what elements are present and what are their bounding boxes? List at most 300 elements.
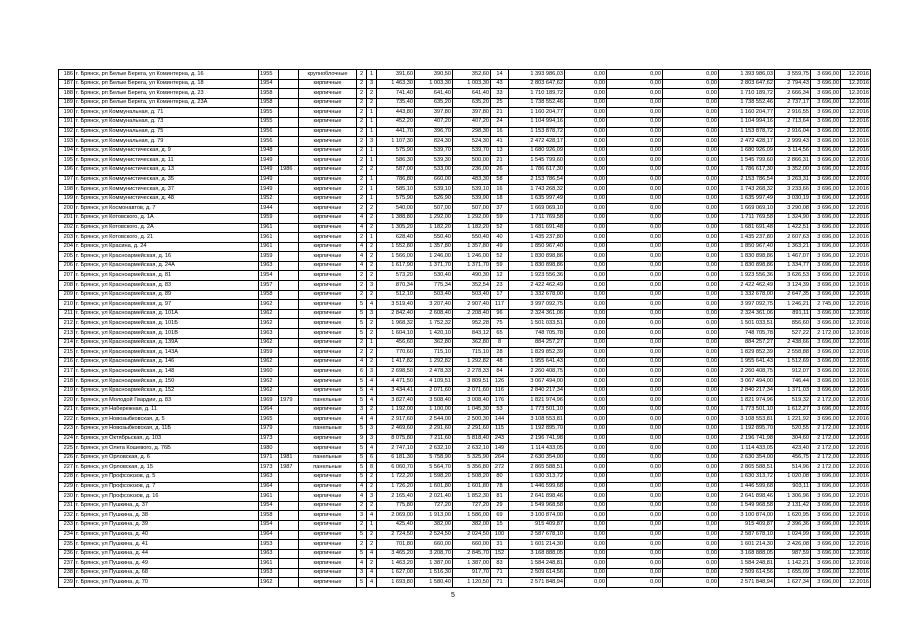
row-number-cell: 222 bbox=[59, 415, 75, 425]
year-built-cell: 1959 bbox=[259, 213, 279, 223]
residents-cell: 33 bbox=[491, 89, 509, 99]
federal-funds-cell: 0,00 bbox=[565, 540, 607, 550]
row-number-cell: 234 bbox=[59, 530, 75, 540]
completion-date-cell: 12.2016 bbox=[841, 482, 871, 492]
municipal-funds-cell: 0,00 bbox=[663, 482, 719, 492]
residents-cell: 23 bbox=[491, 281, 509, 291]
row-number-cell: 201 bbox=[59, 213, 75, 223]
municipal-funds-cell: 0,00 bbox=[663, 117, 719, 127]
table-row bbox=[59, 444, 871, 454]
max-cost-per-sqm-cell: 3 696,00 bbox=[811, 70, 841, 80]
address-cell: г. Брянск, ул Красноармейская, д. 148 bbox=[75, 367, 259, 377]
max-cost-per-sqm-cell: 3 696,00 bbox=[811, 501, 841, 511]
cost-per-sqm-cell: 3 290,08 bbox=[775, 204, 811, 214]
year-reconstructed-cell: 1987 bbox=[279, 463, 299, 473]
living-area-cell: 1 246,00 bbox=[415, 252, 453, 262]
residential-area-cell: 362,80 bbox=[453, 338, 491, 348]
row-number-cell: 226 bbox=[59, 453, 75, 463]
total-area-cell: 1 627,00 bbox=[377, 568, 415, 578]
regional-funds-cell: 0,00 bbox=[607, 386, 663, 396]
row-number-cell: 223 bbox=[59, 424, 75, 434]
municipal-funds-cell: 0,00 bbox=[663, 204, 719, 214]
address-cell: г. Брянск, ул Красноармейская, д. 16 bbox=[75, 252, 259, 262]
row-number-cell: 195 bbox=[59, 156, 75, 166]
regional-funds-cell: 0,00 bbox=[607, 415, 663, 425]
living-area-cell: 1 292,00 bbox=[415, 213, 453, 223]
row-number-cell: 188 bbox=[59, 89, 75, 99]
year-built-cell: 1954 bbox=[259, 501, 279, 511]
cost-per-sqm-cell: 1 324,90 bbox=[775, 213, 811, 223]
regional-funds-cell: 0,00 bbox=[607, 309, 663, 319]
federal-funds-cell: 0,00 bbox=[565, 271, 607, 281]
address-cell: г. Брянск, ул Красноармейская, д. 150 bbox=[75, 377, 259, 387]
owner-funds-cell: 1 829 852,39 bbox=[719, 348, 775, 358]
row-number-cell: 216 bbox=[59, 357, 75, 367]
wall-material-cell: кирпичные bbox=[299, 175, 357, 185]
regional-funds-cell: 0,00 bbox=[607, 540, 663, 550]
federal-funds-cell: 0,00 bbox=[565, 549, 607, 559]
address-cell: г. Брянск, ул Красноармейская, д. 97 bbox=[75, 300, 259, 310]
residential-area-cell: 952,28 bbox=[453, 319, 491, 329]
residential-area-cell: 1 182,20 bbox=[453, 223, 491, 233]
row-number-cell: 205 bbox=[59, 252, 75, 262]
address-cell: г. Брянск, рп Белые Берега, ул Коминтерна, д. 16 bbox=[75, 70, 259, 80]
floors-cell: 2 bbox=[357, 348, 367, 358]
municipal-funds-cell: 0,00 bbox=[663, 175, 719, 185]
wall-material-cell: кирпичные bbox=[299, 290, 357, 300]
entrances-cell: 4 bbox=[367, 386, 377, 396]
table-row bbox=[59, 165, 871, 175]
cost-per-sqm-cell: 2 916,04 bbox=[775, 127, 811, 137]
municipal-funds-cell: 0,00 bbox=[663, 271, 719, 281]
table-row bbox=[59, 568, 871, 578]
owner-funds-cell: 2 840 217,34 bbox=[719, 386, 775, 396]
total-cost-cell: 3 067 494,00 bbox=[509, 377, 565, 387]
cost-per-sqm-cell: 514,96 bbox=[775, 463, 811, 473]
total-area-cell: 540,00 bbox=[377, 204, 415, 214]
table-row bbox=[59, 271, 871, 281]
cost-per-sqm-cell: 1 334,77 bbox=[775, 261, 811, 271]
total-cost-cell: 1 710 189,72 bbox=[509, 89, 565, 99]
max-cost-per-sqm-cell: 3 696,00 bbox=[811, 348, 841, 358]
municipal-funds-cell: 0,00 bbox=[663, 396, 719, 406]
year-reconstructed-cell bbox=[279, 194, 299, 204]
residents-cell: 83 bbox=[491, 559, 509, 569]
address-cell: г. Брянск, ул Красноармейская, д. 143А bbox=[75, 348, 259, 358]
wall-material-cell: кирпичные bbox=[299, 492, 357, 502]
entrances-cell: 2 bbox=[367, 530, 377, 540]
residential-area-cell: 2 907,40 bbox=[453, 300, 491, 310]
year-built-cell: 1964 bbox=[259, 405, 279, 415]
max-cost-per-sqm-cell: 3 696,00 bbox=[811, 281, 841, 291]
year-reconstructed-cell bbox=[279, 367, 299, 377]
completion-date-cell: 12.2016 bbox=[841, 98, 871, 108]
municipal-funds-cell: 0,00 bbox=[663, 281, 719, 291]
owner-funds-cell: 884 257,27 bbox=[719, 338, 775, 348]
residents-cell: 80 bbox=[491, 472, 509, 482]
living-area-cell: 533,00 bbox=[415, 165, 453, 175]
cost-per-sqm-cell: 1 221,92 bbox=[775, 415, 811, 425]
cost-per-sqm-cell: 3 124,39 bbox=[775, 281, 811, 291]
cost-per-sqm-cell: 856,60 bbox=[775, 319, 811, 329]
regional-funds-cell: 0,00 bbox=[607, 223, 663, 233]
total-cost-cell: 1 738 552,46 bbox=[509, 98, 565, 108]
year-built-cell: 1961 bbox=[259, 559, 279, 569]
row-number-cell: 204 bbox=[59, 242, 75, 252]
address-cell: г. Брянск, ул Коммунальная, д. 75 bbox=[75, 127, 259, 137]
entrances-cell: 3 bbox=[367, 367, 377, 377]
living-area-cell: 1 292,82 bbox=[415, 357, 453, 367]
max-cost-per-sqm-cell: 3 696,00 bbox=[811, 357, 841, 367]
wall-material-cell: кирпичные bbox=[299, 319, 357, 329]
owner-funds-cell: 3 997 092,75 bbox=[719, 300, 775, 310]
total-area-cell: 2 069,00 bbox=[377, 511, 415, 521]
address-cell: г. Брянск, ул Красноармейская, д. 139А bbox=[75, 338, 259, 348]
completion-date-cell: 12.2016 bbox=[841, 415, 871, 425]
table-row bbox=[59, 223, 871, 233]
municipal-funds-cell: 0,00 bbox=[663, 367, 719, 377]
completion-date-cell: 12.2016 bbox=[841, 424, 871, 434]
year-reconstructed-cell bbox=[279, 281, 299, 291]
wall-material-cell: кирпичные bbox=[299, 204, 357, 214]
table-row bbox=[59, 194, 871, 204]
wall-material-cell: кирпичные bbox=[299, 309, 357, 319]
cost-per-sqm-cell: 3 233,66 bbox=[775, 185, 811, 195]
table-row bbox=[59, 357, 871, 367]
living-area-cell: 2 071,60 bbox=[415, 386, 453, 396]
total-cost-cell: 1 393 986,03 bbox=[509, 70, 565, 80]
row-number-cell: 215 bbox=[59, 348, 75, 358]
row-number-cell: 186 bbox=[59, 70, 75, 80]
living-area-cell: 382,00 bbox=[415, 520, 453, 530]
entrances-cell: 2 bbox=[367, 261, 377, 271]
max-cost-per-sqm-cell: 3 696,00 bbox=[811, 568, 841, 578]
wall-material-cell: кирпичные bbox=[299, 357, 357, 367]
entrances-cell: 2 bbox=[367, 213, 377, 223]
year-built-cell: 1959 bbox=[259, 252, 279, 262]
residents-cell: 58 bbox=[491, 175, 509, 185]
total-cost-cell: 2 153 786,54 bbox=[509, 175, 565, 185]
cost-per-sqm-cell: 3 626,53 bbox=[775, 271, 811, 281]
completion-date-cell: 12.2016 bbox=[841, 434, 871, 444]
year-built-cell: 1962 bbox=[259, 578, 279, 588]
floors-cell: 2 bbox=[357, 204, 367, 214]
completion-date-cell: 12.2016 bbox=[841, 386, 871, 396]
table-row bbox=[59, 415, 871, 425]
total-cost-cell: 1 923 556,36 bbox=[509, 271, 565, 281]
total-cost-cell: 1 332 678,00 bbox=[509, 290, 565, 300]
total-area-cell: 3 465,20 bbox=[377, 549, 415, 559]
max-cost-per-sqm-cell: 2 745,00 bbox=[811, 300, 841, 310]
regional-funds-cell: 0,00 bbox=[607, 501, 663, 511]
living-area-cell: 3 208,70 bbox=[415, 549, 453, 559]
year-reconstructed-cell bbox=[279, 242, 299, 252]
address-cell: г. Брянск, ул Коммунальная, д. 73 bbox=[75, 117, 259, 127]
wall-material-cell: панельные bbox=[299, 396, 357, 406]
row-number-cell: 231 bbox=[59, 501, 75, 511]
year-built-cell: 1962 bbox=[259, 386, 279, 396]
year-built-cell: 1955 bbox=[259, 117, 279, 127]
total-area-cell: 3 519,40 bbox=[377, 300, 415, 310]
address-cell: г. Брянск, ул Котовского, д. 1А bbox=[75, 213, 259, 223]
year-reconstructed-cell bbox=[279, 204, 299, 214]
max-cost-per-sqm-cell: 3 696,00 bbox=[811, 261, 841, 271]
owner-funds-cell: 3 100 874,00 bbox=[719, 511, 775, 521]
table-row bbox=[59, 233, 871, 243]
federal-funds-cell: 0,00 bbox=[565, 175, 607, 185]
residential-area-cell: 5 325,90 bbox=[453, 453, 491, 463]
municipal-funds-cell: 0,00 bbox=[663, 357, 719, 367]
total-area-cell: 586,30 bbox=[377, 156, 415, 166]
regional-funds-cell: 0,00 bbox=[607, 127, 663, 137]
residents-cell: 116 bbox=[491, 386, 509, 396]
completion-date-cell: 12.2016 bbox=[841, 348, 871, 358]
table-row bbox=[59, 434, 871, 444]
entrances-cell: 4 bbox=[367, 300, 377, 310]
total-area-cell: 425,40 bbox=[377, 520, 415, 530]
table-row bbox=[59, 520, 871, 530]
year-built-cell: 1973 bbox=[259, 434, 279, 444]
total-area-cell: 3 827,40 bbox=[377, 396, 415, 406]
year-reconstructed-cell bbox=[279, 271, 299, 281]
residents-cell: 126 bbox=[491, 377, 509, 387]
year-built-cell: 1953 bbox=[259, 568, 279, 578]
entrances-cell: 1 bbox=[367, 233, 377, 243]
address-cell: г. Брянск, ул Красноармейская, д. 152 bbox=[75, 386, 259, 396]
federal-funds-cell: 0,00 bbox=[565, 319, 607, 329]
wall-material-cell: кирпичные bbox=[299, 386, 357, 396]
owner-funds-cell: 2 153 786,54 bbox=[719, 175, 775, 185]
residential-area-cell: 352,54 bbox=[453, 281, 491, 291]
total-area-cell: 456,60 bbox=[377, 338, 415, 348]
row-number-cell: 237 bbox=[59, 559, 75, 569]
completion-date-cell: 12.2016 bbox=[841, 175, 871, 185]
table-row bbox=[59, 453, 871, 463]
owner-funds-cell: 1 681 691,48 bbox=[719, 223, 775, 233]
total-area-cell: 1 107,30 bbox=[377, 137, 415, 147]
residents-cell: 18 bbox=[491, 194, 509, 204]
wall-material-cell: кирпичные bbox=[299, 559, 357, 569]
total-area-cell: 735,40 bbox=[377, 98, 415, 108]
wall-material-cell: кирпичные bbox=[299, 520, 357, 530]
total-cost-cell: 1 680 926,09 bbox=[509, 146, 565, 156]
table-row bbox=[59, 377, 871, 387]
year-reconstructed-cell bbox=[279, 578, 299, 588]
year-reconstructed-cell bbox=[279, 290, 299, 300]
year-reconstructed-cell bbox=[279, 213, 299, 223]
max-cost-per-sqm-cell: 3 696,00 bbox=[811, 540, 841, 550]
regional-funds-cell: 0,00 bbox=[607, 453, 663, 463]
residents-cell: 21 bbox=[491, 156, 509, 166]
regional-funds-cell: 0,00 bbox=[607, 434, 663, 444]
entrances-cell: 2 bbox=[367, 501, 377, 511]
owner-funds-cell: 1 446 599,68 bbox=[719, 482, 775, 492]
cost-per-sqm-cell: 1 246,21 bbox=[775, 300, 811, 310]
floors-cell: 5 bbox=[357, 453, 367, 463]
owner-funds-cell: 1 630 313,72 bbox=[719, 472, 775, 482]
federal-funds-cell: 0,00 bbox=[565, 338, 607, 348]
row-number-cell: 217 bbox=[59, 367, 75, 377]
address-cell: г. Брянск, ул Новозыбковская, д. 5 bbox=[75, 415, 259, 425]
year-built-cell: 1964 bbox=[259, 482, 279, 492]
floors-cell: 6 bbox=[357, 367, 367, 377]
year-built-cell: 1954 bbox=[259, 520, 279, 530]
completion-date-cell: 12.2016 bbox=[841, 156, 871, 166]
wall-material-cell: кирпичные bbox=[299, 530, 357, 540]
entrances-cell: 2 bbox=[367, 204, 377, 214]
table-row bbox=[59, 424, 871, 434]
year-reconstructed-cell: 1986 bbox=[279, 165, 299, 175]
address-cell: г. Брянск, ул Орловская, д. 6 bbox=[75, 453, 259, 463]
floors-cell: 4 bbox=[357, 261, 367, 271]
owner-funds-cell: 1 743 268,32 bbox=[719, 185, 775, 195]
floors-cell: 5 bbox=[357, 424, 367, 434]
entrances-cell: 2 bbox=[367, 252, 377, 262]
entrances-cell: 1 bbox=[367, 194, 377, 204]
max-cost-per-sqm-cell: 3 696,00 bbox=[811, 405, 841, 415]
row-number-cell: 199 bbox=[59, 194, 75, 204]
federal-funds-cell: 0,00 bbox=[565, 281, 607, 291]
completion-date-cell: 12.2016 bbox=[841, 530, 871, 540]
residents-cell: 59 bbox=[491, 213, 509, 223]
total-area-cell: 6 181,30 bbox=[377, 453, 415, 463]
total-cost-cell: 1 114 433,05 bbox=[509, 444, 565, 454]
residential-area-cell: 917,70 bbox=[453, 568, 491, 578]
year-built-cell: 1965 bbox=[259, 415, 279, 425]
max-cost-per-sqm-cell: 3 696,00 bbox=[811, 319, 841, 329]
floors-cell: 2 bbox=[357, 540, 367, 550]
wall-material-cell: кирпичные bbox=[299, 271, 357, 281]
owner-funds-cell: 2 587 678,10 bbox=[719, 530, 775, 540]
floors-cell: 5 bbox=[357, 386, 367, 396]
row-number-cell: 218 bbox=[59, 377, 75, 387]
entrances-cell: 8 bbox=[367, 463, 377, 473]
municipal-funds-cell: 0,00 bbox=[663, 290, 719, 300]
living-area-cell: 1 003,30 bbox=[415, 79, 453, 89]
address-cell: г. Брянск, ул Красноармейская, д. 24А bbox=[75, 261, 259, 271]
total-area-cell: 1 463,30 bbox=[377, 79, 415, 89]
owner-funds-cell: 1 545 799,60 bbox=[719, 156, 775, 166]
residential-area-cell: 507,00 bbox=[453, 204, 491, 214]
total-area-cell: 2 469,60 bbox=[377, 424, 415, 434]
residential-area-cell: 1 246,00 bbox=[453, 252, 491, 262]
entrances-cell: 3 bbox=[367, 492, 377, 502]
municipal-funds-cell: 0,00 bbox=[663, 511, 719, 521]
total-area-cell: 575,90 bbox=[377, 194, 415, 204]
regional-funds-cell: 0,00 bbox=[607, 146, 663, 156]
year-reconstructed-cell bbox=[279, 415, 299, 425]
year-reconstructed-cell bbox=[279, 108, 299, 118]
federal-funds-cell: 0,00 bbox=[565, 233, 607, 243]
year-built-cell: 1944 bbox=[259, 204, 279, 214]
max-cost-per-sqm-cell: 2 172,00 bbox=[811, 453, 841, 463]
year-reconstructed-cell bbox=[279, 79, 299, 89]
total-area-cell: 1 604,10 bbox=[377, 329, 415, 339]
owner-funds-cell: 1 680 926,09 bbox=[719, 146, 775, 156]
living-area-cell: 775,34 bbox=[415, 281, 453, 291]
residential-area-cell: 1 292,00 bbox=[453, 213, 491, 223]
federal-funds-cell: 0,00 bbox=[565, 213, 607, 223]
owner-funds-cell: 2 422 462,49 bbox=[719, 281, 775, 291]
floors-cell: 2 bbox=[357, 501, 367, 511]
municipal-funds-cell: 0,00 bbox=[663, 185, 719, 195]
living-area-cell: 2 291,60 bbox=[415, 424, 453, 434]
year-built-cell: 1971 bbox=[259, 453, 279, 463]
cost-per-sqm-cell: 1 620,95 bbox=[775, 511, 811, 521]
residents-cell: 52 bbox=[491, 223, 509, 233]
entrances-cell: 4 bbox=[367, 578, 377, 588]
completion-date-cell: 12.2016 bbox=[841, 396, 871, 406]
max-cost-per-sqm-cell: 3 696,00 bbox=[811, 492, 841, 502]
max-cost-per-sqm-cell: 3 696,00 bbox=[811, 127, 841, 137]
floors-cell: 5 bbox=[357, 300, 367, 310]
max-cost-per-sqm-cell: 3 696,00 bbox=[811, 156, 841, 166]
row-number-cell: 194 bbox=[59, 146, 75, 156]
residents-cell: 243 bbox=[491, 434, 509, 444]
completion-date-cell: 12.2016 bbox=[841, 281, 871, 291]
federal-funds-cell: 0,00 bbox=[565, 261, 607, 271]
completion-date-cell: 12.2016 bbox=[841, 261, 871, 271]
address-cell: г. Брянск, ул Красноармейская, д. 83 bbox=[75, 281, 259, 291]
completion-date-cell: 12.2016 bbox=[841, 357, 871, 367]
table-row bbox=[59, 482, 871, 492]
address-cell: г. Брянск, ул Пушкина, д. 70 bbox=[75, 578, 259, 588]
year-reconstructed-cell bbox=[279, 568, 299, 578]
regional-funds-cell: 0,00 bbox=[607, 242, 663, 252]
year-reconstructed-cell bbox=[279, 309, 299, 319]
regional-funds-cell: 0,00 bbox=[607, 319, 663, 329]
address-cell: г. Брянск, ул Красноармейская, д. 81 bbox=[75, 271, 259, 281]
completion-date-cell: 12.2016 bbox=[841, 70, 871, 80]
address-cell: г. Брянск, ул Пушкина, д. 49 bbox=[75, 559, 259, 569]
residential-area-cell: 715,10 bbox=[453, 348, 491, 358]
federal-funds-cell: 0,00 bbox=[565, 568, 607, 578]
year-built-cell: 1958 bbox=[259, 89, 279, 99]
table-row bbox=[59, 319, 871, 329]
max-cost-per-sqm-cell: 3 696,00 bbox=[811, 242, 841, 252]
residential-area-cell: 1 371,70 bbox=[453, 261, 491, 271]
total-area-cell: 770,60 bbox=[377, 348, 415, 358]
year-built-cell: 1949 bbox=[259, 165, 279, 175]
completion-date-cell: 12.2016 bbox=[841, 319, 871, 329]
year-reconstructed-cell bbox=[279, 223, 299, 233]
municipal-funds-cell: 0,00 bbox=[663, 309, 719, 319]
total-cost-cell: 748 705,78 bbox=[509, 329, 565, 339]
residential-area-cell: 843,12 bbox=[453, 329, 491, 339]
row-number-cell: 213 bbox=[59, 329, 75, 339]
address-cell: г. Брянск, ул Коммунистическая, д. 9 bbox=[75, 146, 259, 156]
total-cost-cell: 2 422 462,49 bbox=[509, 281, 565, 291]
total-cost-cell: 1 711 769,58 bbox=[509, 213, 565, 223]
row-number-cell: 230 bbox=[59, 492, 75, 502]
table-row bbox=[59, 137, 871, 147]
year-reconstructed-cell bbox=[279, 559, 299, 569]
residential-area-cell: 1 357,80 bbox=[453, 242, 491, 252]
total-cost-cell: 1 192 895,70 bbox=[509, 424, 565, 434]
address-cell: г. Брянск, ул Котовского, д. 21 bbox=[75, 233, 259, 243]
municipal-funds-cell: 0,00 bbox=[663, 405, 719, 415]
living-area-cell: 397,80 bbox=[415, 108, 453, 118]
regional-funds-cell: 0,00 bbox=[607, 578, 663, 588]
max-cost-per-sqm-cell: 3 696,00 bbox=[811, 185, 841, 195]
total-area-cell: 512,10 bbox=[377, 290, 415, 300]
municipal-funds-cell: 0,00 bbox=[663, 70, 719, 80]
max-cost-per-sqm-cell: 3 696,00 bbox=[811, 79, 841, 89]
total-area-cell: 391,60 bbox=[377, 70, 415, 80]
floors-cell: 2 bbox=[357, 70, 367, 80]
completion-date-cell: 12.2016 bbox=[841, 165, 871, 175]
max-cost-per-sqm-cell: 3 696,00 bbox=[811, 89, 841, 99]
